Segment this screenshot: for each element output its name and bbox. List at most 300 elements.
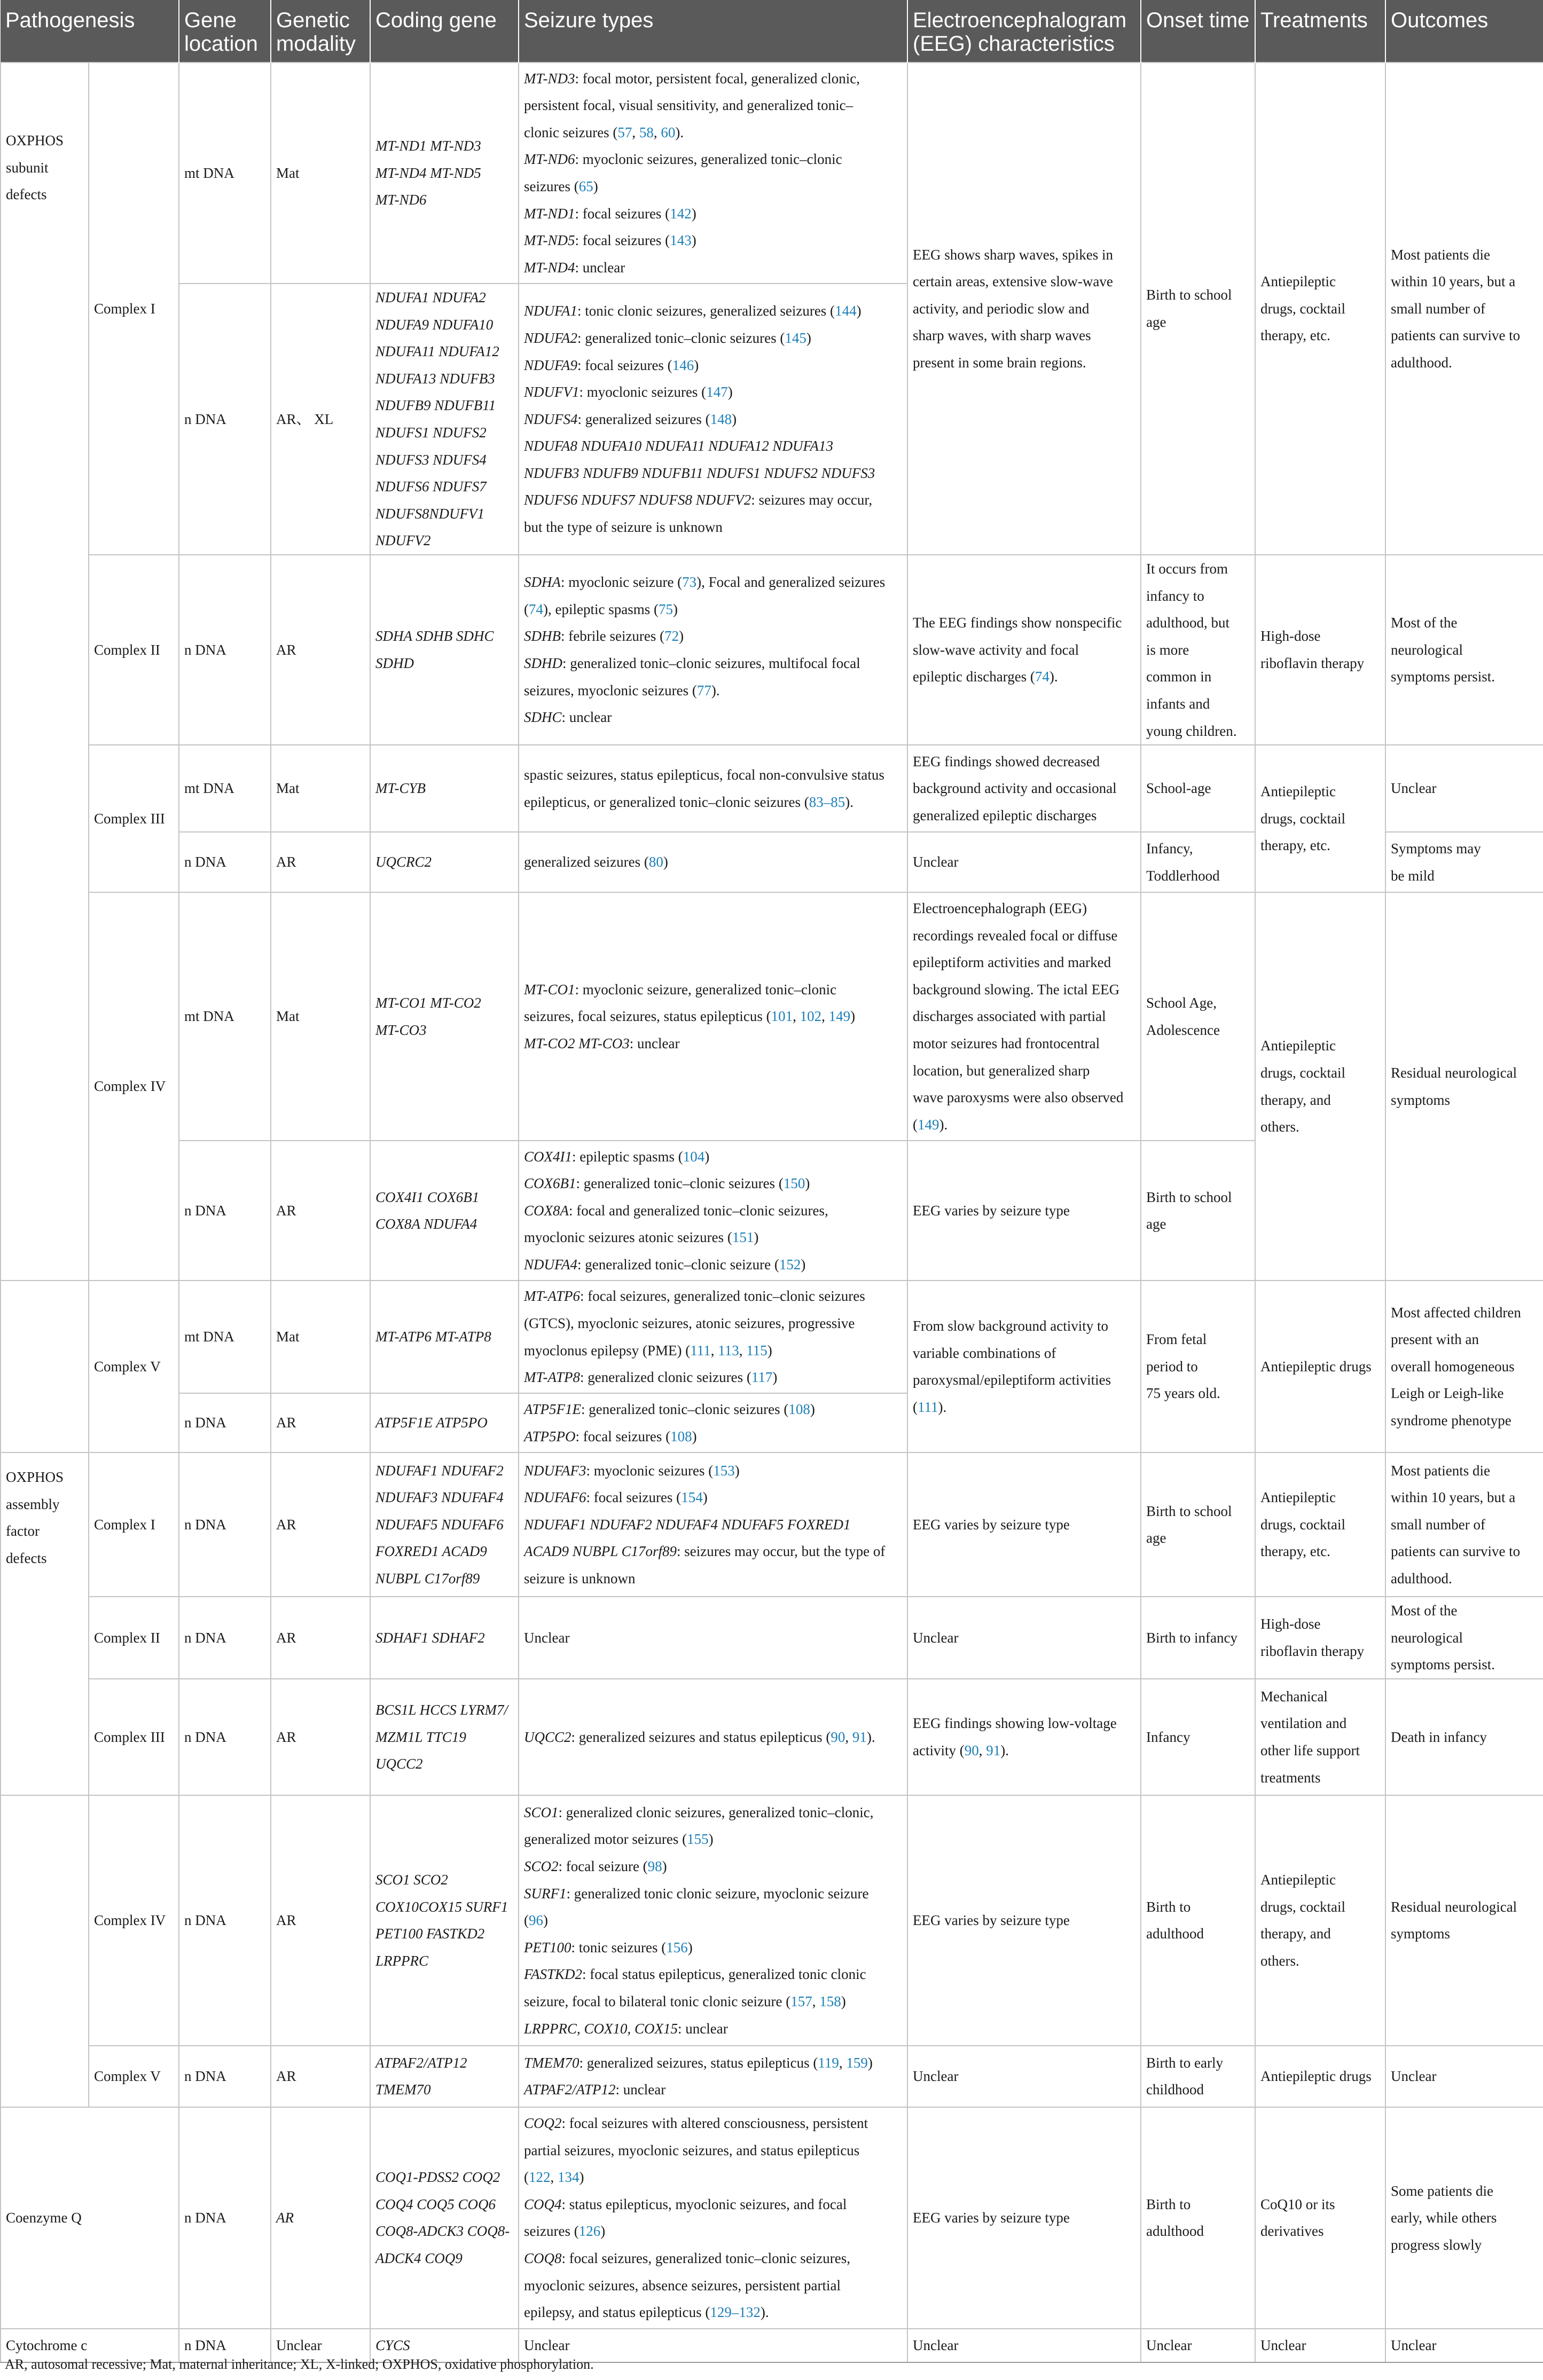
cell-line	[524, 460, 902, 487]
reference-link[interactable]: 122	[529, 2169, 551, 2186]
cell-line: Some patients die	[1391, 2182, 1493, 2199]
reference-link[interactable]: 126	[578, 2223, 601, 2240]
header-genetic-modality: Genetic modality	[271, 0, 370, 62]
cell-line	[913, 775, 1135, 802]
cell-line	[524, 173, 902, 200]
complex-label: Complex V	[89, 2046, 179, 2107]
reference-link[interactable]: 143	[670, 232, 692, 249]
treatments	[1255, 555, 1385, 745]
cell-line: MT-ND1 MT-ND3	[375, 138, 481, 154]
cell-line	[524, 1364, 902, 1391]
gene-location: n DNA	[179, 2329, 271, 2362]
cell-line: NDUFAF3 NDUFAF4	[375, 1489, 504, 1506]
genetic-modality: AR	[271, 2046, 370, 2107]
reference-link[interactable]: 65	[578, 178, 593, 194]
cell-line: MT-ND6	[375, 192, 427, 208]
reference-link[interactable]: 91	[986, 1742, 1001, 1758]
cell-line	[913, 1003, 1135, 1030]
reference-link[interactable]: 151	[732, 1229, 754, 1246]
cell-line: NDUFA13 NDUFB3	[375, 370, 495, 387]
outcomes	[1385, 1452, 1543, 1597]
reference-link[interactable]: 90	[831, 1729, 845, 1745]
gene-name: NDUFAF3	[524, 1462, 586, 1479]
table-row	[1, 2107, 1543, 2329]
reference-link[interactable]: 158	[819, 1993, 841, 2009]
gene-name: PET100	[524, 1939, 571, 1955]
cell-line: adulthood, but	[1146, 615, 1229, 631]
genetic-modality: Mat	[271, 745, 370, 832]
cell-text: myoclonus epilepsy (PME) (	[524, 1342, 691, 1358]
cell-text: ).	[1000, 1742, 1009, 1758]
seizure-types	[519, 1452, 907, 1597]
cell-line: Unclear	[1391, 780, 1437, 797]
table-row	[1, 1281, 1543, 1393]
reference-link[interactable]: 74	[1035, 669, 1049, 685]
cell-line: patients can survive to	[1391, 1543, 1521, 1560]
cell-line: common in	[1146, 669, 1212, 685]
cell-line: ADCK4 COQ9	[375, 2250, 463, 2267]
cell-text: From slow background activity to	[913, 1317, 1108, 1334]
reference-link[interactable]: 111	[690, 1342, 711, 1358]
reference-link[interactable]: 155	[687, 1831, 709, 1848]
gene-name: ATPAF2/ATP12	[524, 2081, 616, 2098]
cell-line: MT-CO3	[375, 1022, 427, 1038]
cell-line	[524, 379, 902, 406]
reference-link[interactable]: 153	[713, 1462, 735, 1479]
reference-link[interactable]: 150	[783, 1175, 805, 1192]
cell-line	[913, 1394, 1135, 1421]
cell-line: NDUFB9 NDUFB11	[375, 397, 496, 414]
coding-gene	[370, 1679, 519, 1795]
cell-line	[913, 1737, 1135, 1764]
cell-line	[524, 1310, 902, 1337]
cell-line	[524, 1538, 902, 1565]
cell-line	[524, 2049, 902, 2077]
outcomes	[1385, 62, 1543, 555]
cell-line	[524, 433, 902, 460]
cell-text: seizures, myoclonic seizures (	[524, 682, 697, 698]
cell-line: Leigh or Leigh-like	[1391, 1385, 1504, 1402]
reference-link[interactable]: 98	[647, 1858, 662, 1874]
gene-name: COX4I1	[524, 1148, 572, 1165]
cell-line: Birth to	[1146, 1898, 1191, 1915]
reference-link[interactable]: 145	[785, 329, 806, 346]
cell-line: drugs, cocktail	[1260, 810, 1345, 827]
cell-text: EEG varies by seizure type	[913, 1516, 1070, 1533]
cell-line: PET100 FASTKD2	[375, 1926, 485, 1942]
cell-line	[524, 2110, 902, 2137]
cell-text: )	[593, 178, 598, 194]
cell-line	[913, 637, 1135, 664]
cell-text: ).	[845, 794, 854, 810]
cell-line: drugs, cocktail	[1260, 1898, 1345, 1915]
gene-location: mt DNA	[179, 1281, 271, 1393]
reference-link[interactable]: 111	[918, 1399, 938, 1415]
cell-text: myoclonic seizures, absence seizures, persistent partial	[524, 2277, 841, 2293]
seizure-types	[519, 1795, 907, 2046]
table-row	[1, 1795, 1543, 2046]
eeg-characteristics	[907, 1281, 1141, 1452]
cell-text: )	[810, 1401, 815, 1418]
cell-line	[524, 623, 902, 650]
cell-line: Antiepileptic	[1260, 1872, 1336, 1888]
reference-link[interactable]: 113	[718, 1342, 739, 1358]
cell-text: ,	[839, 2054, 847, 2071]
cell-text: activity, and periodic slow and	[913, 300, 1090, 317]
cell-text: EEG varies by seizure type	[913, 1202, 1070, 1219]
coding-gene	[370, 1141, 519, 1281]
cell-line: treatments	[1260, 1769, 1321, 1786]
cell-line: COX4I1 COX6B1	[375, 1189, 480, 1205]
cell-line: MT-ND4 MT-ND5	[375, 164, 481, 181]
outcomes	[1385, 2046, 1543, 2107]
cell-line	[913, 609, 1135, 637]
gene-location: n DNA	[179, 2046, 271, 2107]
cell-line	[913, 1710, 1135, 1737]
cell-text: : generalized tonic–clonic seizures (	[581, 1401, 789, 1418]
cell-line: Residual neurological	[1391, 1065, 1517, 1081]
cell-line: Unclear	[1391, 2068, 1437, 2085]
cell-line	[524, 1224, 902, 1251]
reference-link[interactable]: 152	[779, 1256, 801, 1273]
cell-line	[524, 2332, 902, 2359]
gene-name: UQCC2	[524, 1729, 571, 1745]
cell-line	[524, 514, 902, 541]
cell-text: )	[679, 628, 684, 645]
eeg-characteristics	[907, 2107, 1141, 2329]
group-coenzyme-q: Coenzyme Q	[1, 2107, 179, 2329]
reference-link[interactable]: 149	[918, 1116, 939, 1133]
coding-gene	[370, 2107, 519, 2329]
cell-line	[524, 1799, 902, 1826]
gene-name: COQ2	[524, 2115, 562, 2132]
header-treatments: Treatments	[1255, 0, 1385, 62]
genetic-modality: AR	[271, 832, 370, 892]
onset-time	[1141, 1597, 1255, 1679]
gene-name: NDUFAF6	[524, 1489, 586, 1506]
cell-text: : focal seizures (	[575, 205, 670, 222]
treatments	[1255, 1795, 1385, 2046]
cell-text: )	[543, 1912, 548, 1929]
treatments	[1255, 2046, 1385, 2107]
eeg-characteristics	[907, 1679, 1141, 1795]
seizure-types	[519, 2046, 907, 2107]
cell-line: Antiepileptic	[1260, 273, 1336, 290]
cell-line	[524, 406, 902, 433]
cell-text: EEG findings showing low-voltage	[913, 1715, 1117, 1732]
cell-line	[524, 352, 902, 379]
cell-text: Unclear	[913, 1629, 959, 1646]
reference-link[interactable]: 80	[648, 854, 663, 870]
reference-link[interactable]: 104	[683, 1148, 705, 1165]
cell-line: From fetal	[1146, 1331, 1207, 1348]
cell-line	[524, 761, 902, 789]
cell-text: ), Focal and generalized seizures	[696, 574, 886, 591]
cell-line	[524, 1961, 902, 1988]
cell-line: Adolescence	[1146, 1022, 1220, 1038]
cell-line: therapy, etc.	[1260, 327, 1330, 344]
gene-name: NDUFAF1 NDUFAF2 NDUFAF4 NDUFAF5 FOXRED1	[524, 1516, 851, 1533]
seizure-types	[519, 1679, 907, 1795]
cell-line: infancy to	[1146, 587, 1204, 604]
gene-name: ATP5PO	[524, 1428, 576, 1444]
cell-text: : focal seizures with altered consciousness, persistent	[561, 2115, 868, 2132]
cell-line	[913, 2332, 1135, 2359]
cell-line	[524, 254, 902, 281]
gene-name: NDUFV1	[524, 384, 579, 400]
cell-text: )	[687, 1939, 693, 1955]
cell-text: )	[672, 601, 678, 617]
gene-name: NDUFA8 NDUFA10 NDUFA11 NDUFA12 NDUFA13	[524, 438, 834, 454]
cell-line: within 10 years, but a	[1391, 273, 1516, 290]
cell-text: ,	[793, 1008, 800, 1025]
treatments	[1255, 62, 1385, 555]
cell-line	[913, 322, 1135, 349]
reference-link[interactable]: 96	[529, 1912, 543, 1929]
reference-link[interactable]: 72	[664, 628, 679, 645]
cell-line	[524, 1511, 902, 1538]
cell-line: 75 years old.	[1146, 1385, 1220, 1402]
cell-line: NDUFS3 NDUFS4	[375, 451, 487, 468]
cell-line: NDUFS6 NDUFS7	[375, 478, 487, 495]
cell-line	[524, 2272, 902, 2299]
reference-link[interactable]: 156	[666, 1939, 688, 1955]
cell-line: syndrome phenotype	[1391, 1412, 1511, 1429]
cell-text: EEG findings showed decreased	[913, 753, 1100, 769]
cell-text: : generalized seizures and status epilepticus (	[571, 1729, 831, 1745]
cell-text: ,	[812, 1993, 820, 2009]
cell-line: Most of the	[1391, 615, 1458, 631]
cell-text: epileptic discharges (	[913, 669, 1035, 685]
reference-link[interactable]: 74	[529, 601, 543, 617]
reference-link[interactable]: 57	[617, 124, 632, 140]
cell-line	[524, 1624, 902, 1652]
cell-text: spastic seizures, status epilepticus, focal non-convulsive status	[524, 767, 884, 783]
cell-text: : unclear	[678, 2020, 728, 2037]
reference-link[interactable]: 157	[790, 1993, 812, 2009]
cell-text: ,	[653, 124, 661, 140]
cell-line	[913, 1084, 1135, 1111]
reference-link[interactable]: 115	[746, 1342, 767, 1358]
reference-link[interactable]: 148	[710, 411, 732, 427]
cell-line: neurological	[1391, 1629, 1463, 1646]
gene-location: n DNA	[179, 555, 271, 745]
cell-text: seizure, focal to bilateral tonic clonic seizure (	[524, 1993, 791, 2009]
reference-link[interactable]: 146	[672, 357, 694, 373]
group-cytochrome-c: Cytochrome c	[1, 2329, 179, 2362]
reference-link[interactable]: 117	[751, 1369, 773, 1386]
cell-text: : myoclonic seizure (	[561, 574, 683, 591]
cell-text: : generalized seizures, status epilepticus (	[579, 2054, 818, 2071]
coding-gene	[370, 555, 519, 745]
cell-line: Birth to school	[1146, 1503, 1232, 1519]
cell-line	[524, 1826, 902, 1853]
reference-link[interactable]: 129–132	[710, 2304, 761, 2321]
gene-name: COX6B1	[524, 1175, 576, 1192]
outcomes	[1385, 745, 1543, 832]
outcomes	[1385, 832, 1543, 892]
cell-line: NDUFS8NDUFV1	[375, 505, 484, 522]
outcomes	[1385, 892, 1543, 1281]
reference-link[interactable]: 75	[658, 601, 673, 617]
genetic-modality: Mat	[271, 1281, 370, 1393]
cell-text: )	[754, 1229, 759, 1246]
reference-link[interactable]: 83–85	[809, 794, 845, 810]
cell-text: : myoclonic seizures, generalized tonic–clonic	[575, 151, 842, 168]
cell-text: )	[867, 2054, 873, 2071]
complex-label: Complex II	[89, 1597, 179, 1679]
genetic-modality: AR	[271, 555, 370, 745]
cell-line: drugs, cocktail	[1260, 300, 1345, 317]
cell-line: Most patients die	[1391, 246, 1490, 263]
cell-line: NDUFAF5 NDUFAF6	[375, 1516, 504, 1533]
cell-text: EEG varies by seizure type	[913, 2210, 1070, 2226]
reference-link[interactable]: 108	[670, 1428, 692, 1444]
cell-line: SCO1 SCO2	[375, 1872, 448, 1888]
cell-text: : myoclonic seizures (	[579, 384, 707, 400]
cell-line: School-age	[1146, 780, 1211, 797]
reference-link[interactable]: 91	[852, 1729, 867, 1745]
cell-line	[524, 1988, 902, 2015]
cell-text: (	[913, 1399, 918, 1415]
cell-line	[524, 325, 902, 352]
coding-gene	[370, 284, 519, 555]
cell-text: generalized seizures (	[524, 854, 649, 870]
seizure-types	[519, 1141, 907, 1281]
cell-line: Antiepileptic drugs	[1260, 2068, 1372, 2085]
cell-text: Electroencephalograph (EEG)	[913, 900, 1087, 916]
cell-line: progress slowly	[1391, 2236, 1482, 2253]
reference-link[interactable]: 108	[788, 1401, 810, 1418]
seizure-types	[519, 1393, 907, 1452]
cell-line: assembly	[6, 1496, 60, 1512]
genetic-modality: AR	[271, 1141, 370, 1281]
cell-text: ).	[939, 1116, 948, 1133]
coding-gene	[370, 1452, 519, 1597]
reference-link[interactable]: 101	[771, 1008, 793, 1025]
group-oxphos-subunit	[1, 62, 89, 1281]
cell-line	[524, 789, 902, 816]
cell-line: therapy, and	[1260, 1926, 1331, 1942]
cell-text: (	[913, 1116, 918, 1133]
coding-gene	[370, 1597, 519, 1679]
cell-line: subunit	[6, 159, 49, 176]
reference-link[interactable]: 60	[661, 124, 676, 140]
gene-location: n DNA	[179, 1452, 271, 1597]
outcomes	[1385, 1679, 1543, 1795]
cell-text: seizures (	[524, 2223, 579, 2240]
gene-location: mt DNA	[179, 62, 271, 284]
cell-text: generalized motor seizures (	[524, 1831, 687, 1848]
reference-link[interactable]: 58	[639, 124, 654, 140]
reference-link[interactable]: 119	[818, 2054, 839, 2071]
cell-line: Death in infancy	[1391, 1729, 1487, 1745]
cell-text: The EEG findings show nonspecific	[913, 615, 1122, 631]
outcomes	[1385, 1281, 1543, 1452]
cell-line: TMEM70	[375, 2081, 431, 2098]
gene-location: n DNA	[179, 1141, 271, 1281]
cell-line	[913, 2204, 1135, 2232]
cell-text: )	[805, 1175, 810, 1192]
reference-link[interactable]: 134	[558, 2169, 579, 2186]
cell-text: : generalized tonic–clonic seizures (	[577, 329, 785, 346]
onset-time	[1141, 745, 1255, 832]
cell-line	[524, 2191, 902, 2218]
cell-text: )	[850, 1008, 856, 1025]
cell-text: but the type of seizure is unknown	[524, 519, 723, 536]
cell-text: paroxysmal/epileptiform activities	[913, 1372, 1111, 1388]
header-row	[1, 0, 1543, 62]
reference-link[interactable]: 90	[964, 1742, 979, 1758]
cell-text: ).	[711, 682, 720, 698]
gene-name: LRPPRC, COX10, COX15	[524, 2020, 678, 2037]
cell-line: High-dose	[1260, 1616, 1321, 1632]
cell-line	[913, 949, 1135, 976]
table-row	[1, 1452, 1543, 1597]
cell-line: early, while others	[1391, 2210, 1497, 2226]
gene-name: SCO2	[524, 1858, 559, 1874]
gene-location: n DNA	[179, 1597, 271, 1679]
cell-line: SDHAF1 SDHAF2	[375, 1629, 485, 1646]
reference-link[interactable]: 159	[846, 2054, 868, 2071]
reference-link[interactable]: 73	[682, 574, 697, 591]
reference-link[interactable]: 144	[835, 303, 857, 319]
cell-text: : unclear	[561, 709, 612, 726]
cell-line: BCS1L HCCS LYRM7/	[375, 1702, 508, 1718]
cell-line: age	[1146, 1530, 1166, 1546]
gene-name: NDUFA1	[524, 303, 578, 319]
reference-link[interactable]: 154	[681, 1489, 703, 1506]
onset-time	[1141, 2329, 1255, 2362]
cell-line	[524, 1143, 902, 1171]
cell-line: LRPPRC	[375, 1953, 428, 1969]
gene-name: NDUFA9	[524, 357, 578, 373]
cell-line	[913, 1366, 1135, 1394]
cell-text: (	[524, 601, 529, 617]
gene-name: NDUFA4	[524, 1256, 578, 1273]
cell-line	[913, 268, 1135, 295]
cell-line: SDHA SDHB SDHC	[375, 628, 494, 645]
cell-line: SDHD	[375, 655, 414, 672]
gene-location: n DNA	[179, 1795, 271, 2046]
reference-link[interactable]: 102	[800, 1008, 822, 1025]
cell-text: : unclear	[575, 259, 625, 276]
cell-line: UQCRC2	[375, 854, 432, 870]
cell-line: defects	[6, 186, 47, 203]
reference-link[interactable]: 142	[670, 205, 692, 222]
cell-line: ATP5F1E ATP5PO	[375, 1415, 488, 1431]
reference-link[interactable]: 77	[696, 682, 711, 698]
cell-text: : status epilepticus, myoclonic seizures, and focal	[561, 2196, 847, 2212]
cell-text: : unclear	[615, 2081, 666, 2098]
cell-line: Infancy,	[1146, 841, 1193, 857]
gene-location: n DNA	[179, 1393, 271, 1452]
cell-line	[524, 92, 902, 119]
onset-time	[1141, 1679, 1255, 1795]
cell-line	[524, 1907, 902, 1934]
cell-text: : focal seizures (	[577, 357, 672, 373]
reference-link[interactable]: 149	[828, 1008, 851, 1025]
cell-text: : generalized tonic clonic seizure, myoclonic seizure	[566, 1885, 869, 1902]
reference-link[interactable]: 147	[706, 384, 728, 400]
cell-line: riboflavin therapy	[1260, 655, 1365, 672]
eeg-characteristics	[907, 892, 1141, 1141]
cell-line	[524, 227, 902, 254]
cell-line: Birth to school	[1146, 1189, 1232, 1205]
coding-gene	[370, 1393, 519, 1452]
cell-text: : seizures may occur,	[751, 492, 873, 508]
cell-text: variable combinations of	[913, 1345, 1056, 1361]
